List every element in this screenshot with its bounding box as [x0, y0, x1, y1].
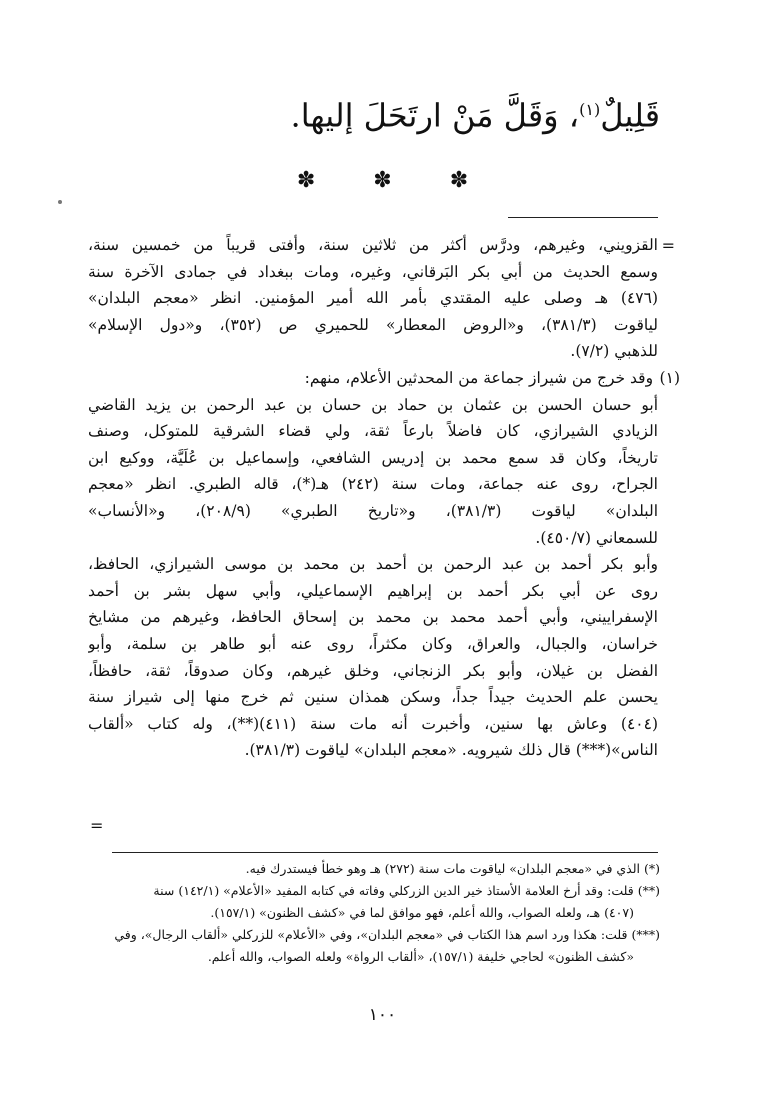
footnote-line: خراسان، والجبال، والعراق، وكان مكثراً، روى عنه أبو طاهر بن سلمة، وأبو [88, 634, 658, 653]
footnote-line: روى عن أبي بكر أحمد بن إبراهيم الإسماعيلي، وأبي سهل بشر بن أحمد [88, 581, 658, 600]
footnote-line: أبو حسان الحسن بن عثمان بن حماد بن حسان بن عبد الرحمن بن يزيد القاضي [88, 395, 658, 414]
footnote-line: الزيادي الشيرازي، كان فاضلاً بارعاً ثقة، ولي قضاء الشرقية للمتوكل، وصنف [88, 422, 658, 441]
footnote-line: لياقوت (٣٨١/٣)، و«الروض المعطار» للحميري ص (٣٥٢)، و«دول الإسلام» [88, 315, 658, 334]
continuation-marker-end: = [90, 816, 104, 835]
editor-note-line: (*) الذي في «معجم البلدان» لياقوت مات سنة (٢٧٢) هـ وهو خطأ فيستدرك فيه. [245, 861, 660, 876]
footnote-line: البلدان» لياقوت (٣٨١/٣)، و«تاريخ الطبري» (٢٠٨/٩)، و«الأنساب» [88, 501, 658, 520]
footnote-line: وسمع الحديث من أبي بكر البَرقاني، وغيره، ومات ببغداد في جمادى الآخرة سنة [88, 262, 658, 281]
main-text-line [100, 88, 660, 138]
star-ornament-icon: ✽ [373, 168, 392, 193]
continuation-marker-start: = [661, 236, 675, 255]
footnote-line: يحسن علم الحديث جيداً جداً، وسكن همذان سنين ثم خرج منها إلى شيراز سنة [88, 688, 658, 707]
footnote-line: تاريخاً، وكان قد سمع محمد بن إدريس الشافعي، وإسماعيل بن عُلَيَّة، ووكيع ابن [88, 448, 658, 467]
footnotes-block [88, 232, 680, 764]
footnote-line: (٤٧٦) هـ وصلى عليه المقتدي بأمر الله أمير المؤمنين. انظر «معجم البلدان» [88, 289, 658, 308]
main-text-rest: ، وَقَلَّ مَنْ ارتَحَلَ إليها. [290, 96, 580, 135]
footnote-line: الإسفراييني، وأبي أحمد محمد بن محمد بن إسحاق الحافظ، وغيرهم من مشايخ [88, 608, 658, 627]
footnote-line: وأبو بكر أحمد بن عبد الرحمن بن أحمد بن محمد بن موسى الشيرازي، الحافظ، [88, 555, 658, 574]
editor-notes [88, 858, 660, 968]
footnote-line: للذهبي (٧/٢). [570, 342, 658, 361]
footnote-line: وقد خرج من شيراز جماعة من المحدثين الأعلام، منهم: [304, 368, 654, 387]
footnote-line: القزويني، وغيرهم، ودرَّس أكثر من ثلاثين سنة، وأفتى قريباً من خمسين سنة، [88, 236, 658, 254]
main-text-word: قَلِيلٌ [600, 96, 660, 135]
editor-note-line: (٤٠٧) هـ، ولعله الصواب، والله أعلم، فهو موافق لما في «كشف الظنون» (١٥٧/١). [210, 905, 634, 920]
editor-note-line: (***) قلت: هكذا ورد اسم هذا الكتاب في «معجم البلدان»، وفي «الأعلام» للزركلي «ألقاب الرجال»، وفي [114, 927, 660, 942]
footnote-line: الناس»(***) قال ذلك شيرويه. «معجم البلدان» لياقوت (٣٨١/٣). [244, 741, 658, 760]
ink-speck [58, 200, 62, 204]
footnote-line: الفضل بن غيلان، وأبو بكر الزنجاني، وخلق غيرهم، وكان صدوقاً، ثقة، حافظاً، [88, 661, 658, 680]
footnote-line: للسمعاني (٤٥٠/٧). [535, 528, 658, 547]
footnote-line: (٤٠٤) وعاش بها سنين، وأخبرت أنه مات سنة (٤١١)(**)، وله كتاب «ألقاب [88, 714, 658, 733]
footnote-line: الجراح، روى عنه جماعة، ومات سنة (٢٤٢) هـ(*)، قاله الطبري. انظر «معجم [88, 475, 658, 494]
editor-note-line: (**) قلت: وقد أرخ العلامة الأستاذ خير الدين الزركلي وفاته في كتابه المفيد «الأعلام» (١٤٢/١) سنة [153, 883, 660, 898]
footnote-1-heading [88, 365, 680, 392]
footnote-1-number: (١) [659, 368, 680, 387]
editor-note-line: «كشف الظنون» لحاجي خليفة (١٥٧/١)، «ألقاب الرواة» ولعله الصواب، والله أعلم. [207, 949, 634, 964]
section-separator [0, 168, 765, 194]
footnote-divider [508, 217, 658, 218]
page-number: ١٠٠ [368, 1005, 397, 1025]
footnote-ref-1[interactable]: (١) [579, 100, 601, 119]
star-ornament-icon: ✽ [296, 168, 316, 193]
editor-notes-divider [112, 852, 658, 853]
star-ornament-icon: ✽ [449, 168, 469, 193]
